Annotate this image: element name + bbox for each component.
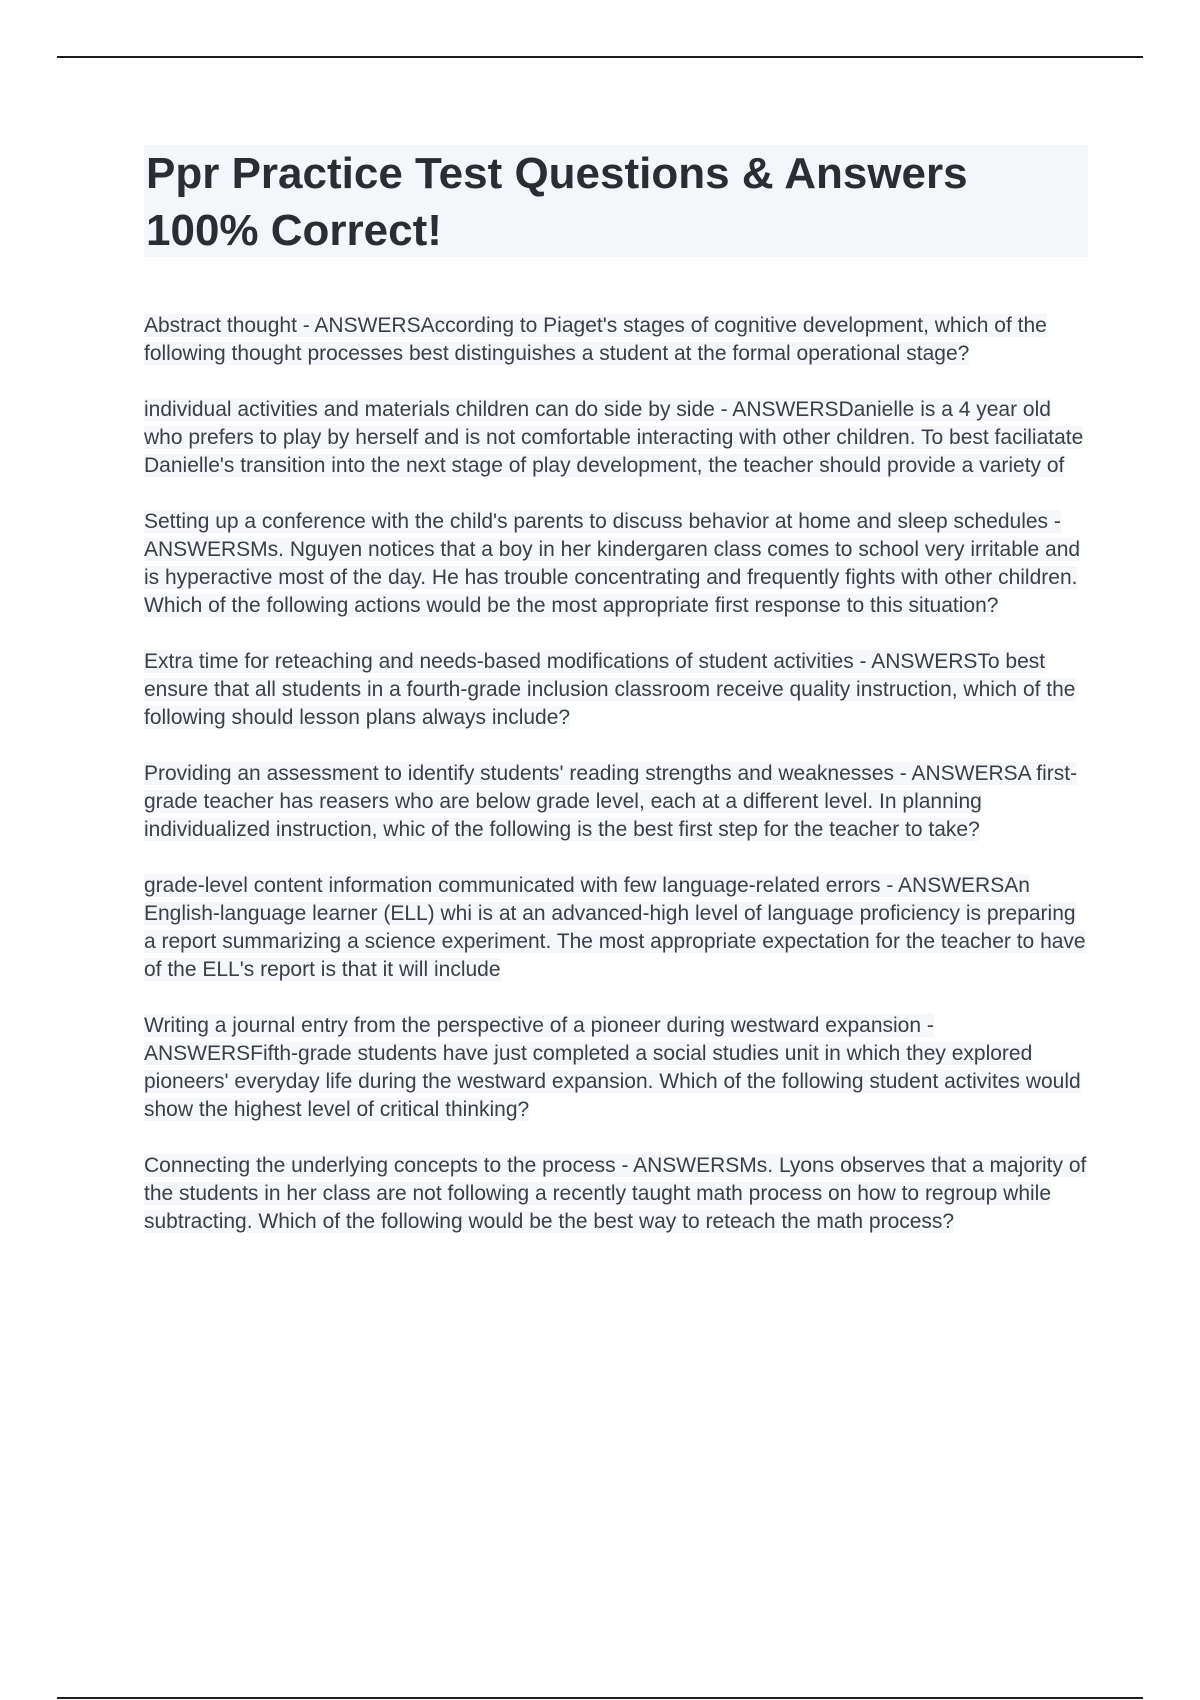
top-divider <box>57 56 1143 58</box>
qa-list <box>144 312 1092 1264</box>
bottom-divider <box>57 1697 1143 1699</box>
qa-entry-3 <box>144 508 1092 620</box>
qa-entry-4 <box>144 648 1092 732</box>
page-title-line-1: Ppr Practice Test Questions & Answers <box>146 149 968 198</box>
qa-entry-text: Setting up a conference with the child's parents to discuss behavior at home and sleep schedules - ANSWERSMs. Nguyen notices that a boy in her kindergaren class comes to school very irritable and is hyperactive most of the day. He has trouble concentrating and frequently fights with other children. Which of the following actions would be the most appropriate first response to this situation? <box>144 510 1081 617</box>
qa-entry-7 <box>144 1012 1092 1124</box>
qa-entry-text: Extra time for reteaching and needs-based modifications of student activities - ANSWERSTo best ensure that all students in a fourth-grade inclusion classroom receive quality instruction, which of the following should lesson plans always include? <box>144 650 1076 729</box>
qa-entry-text: grade-level content information communicated with few language-related errors - ANSWERSAn English-language learner (ELL) whi is at an advanced-high level of language proficiency is preparing a report summarizing a science experiment. The most appropriate expectation for the teacher to have of the ELL's report is that it will include <box>144 874 1086 981</box>
title-block <box>144 145 1088 257</box>
qa-entry-6 <box>144 872 1092 984</box>
qa-entry-text: Writing a journal entry from the perspective of a pioneer during westward expansion - ANSWERSFifth-grade students have just completed a social studies unit in which they explored pioneers' everyday life during the westward expansion. Which of the following student activites would show the highest level of critical thinking? <box>144 1014 1081 1121</box>
qa-entry-1 <box>144 312 1092 368</box>
qa-entry-5 <box>144 760 1092 844</box>
page-title-line-2: 100% Correct! <box>146 206 442 255</box>
qa-entry-text: Abstract thought - ANSWERSAccording to Piaget's stages of cognitive development, which of the following thought processes best distinguishes a student at the formal operational stage? <box>144 314 1047 365</box>
qa-entry-text: individual activities and materials children can do side by side - ANSWERSDanielle is a 4 year old who prefers to play by herself and is not comfortable interacting with other children. To best faciliatate Danielle's transition into the next stage of play development, the teacher should provide a variety of <box>144 398 1084 477</box>
qa-entry-8 <box>144 1152 1092 1236</box>
qa-entry-text: Connecting the underlying concepts to the process - ANSWERSMs. Lyons observes that a majority of the students in her class are not following a recently taught math process on how to regroup while subtracting. Which of the following would be the best way to reteach the math process? <box>144 1154 1087 1233</box>
qa-entry-text: Providing an assessment to identify students' reading strengths and weaknesses - ANSWERSA first-grade teacher has reasers who are below grade level, each at a different level. In planning individualized instruction, whic of the following is the best first step for the teacher to take? <box>144 762 1078 841</box>
page-title <box>146 145 1086 259</box>
qa-entry-2 <box>144 396 1092 480</box>
